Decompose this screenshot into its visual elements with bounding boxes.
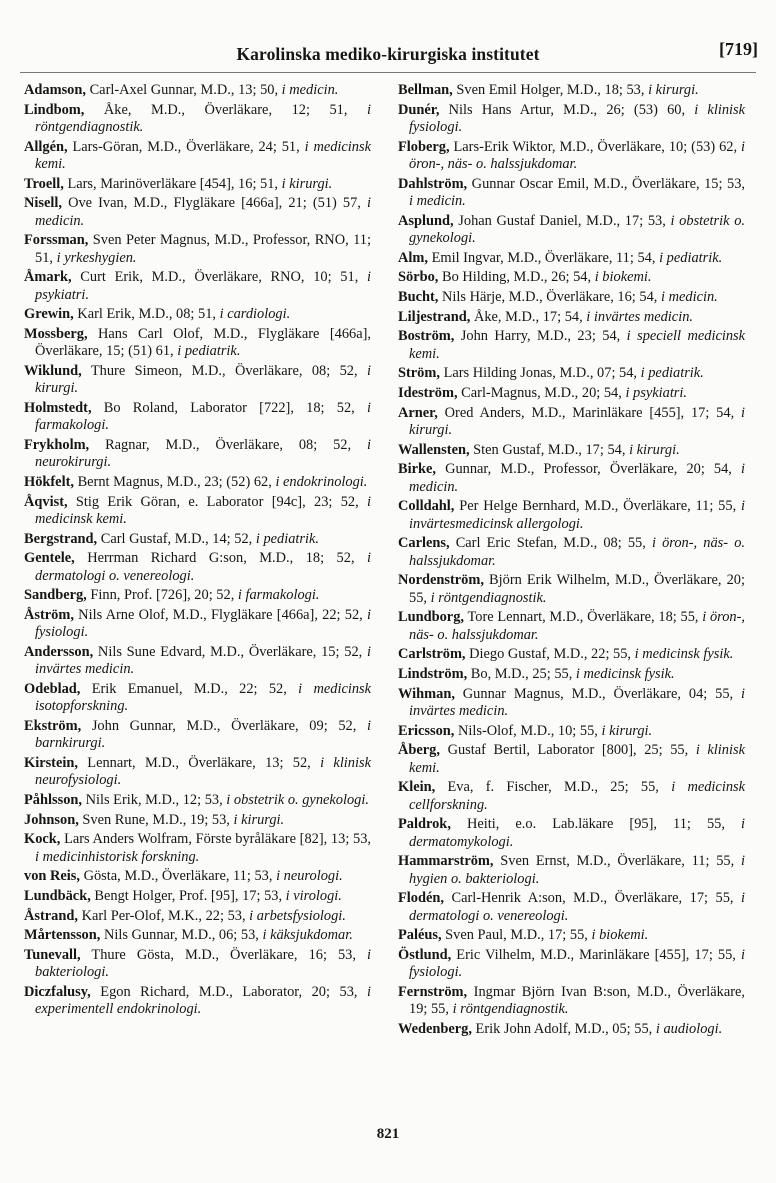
directory-entry — [398, 309, 745, 326]
entry-details: Lars Hilding Jonas, M.D., 07; 54, — [439, 365, 641, 382]
directory-entry — [24, 400, 371, 435]
entry-specialty: i obstetrik o. gynekologi. — [409, 212, 745, 246]
entry-name: Wedenberg, — [398, 1020, 472, 1037]
directory-entry — [398, 213, 745, 248]
entry-details: Carl-Henrik A:son, M.D., Överläkare, 17; 55, — [443, 890, 741, 907]
entry-name: Birke, — [398, 461, 436, 478]
directory-entry — [24, 139, 371, 174]
directory-entry — [24, 927, 371, 944]
entry-name: Holmstedt, — [24, 399, 92, 416]
entry-name: Colldahl, — [398, 498, 455, 515]
entry-specialty: i psykiatri. — [625, 385, 688, 402]
directory-entry — [398, 646, 745, 663]
entry-name: Floberg, — [398, 138, 450, 155]
entry-name: Troell, — [24, 175, 64, 192]
directory-entry — [24, 82, 371, 99]
entry-specialty: i invärtes medicin. — [409, 685, 745, 719]
entry-name: Diczfalusy, — [24, 983, 91, 1000]
entry-details: Carl Eric Stefan, M.D., 08; 55, — [449, 535, 652, 552]
directory-entry — [398, 927, 745, 944]
entry-details: Lars Anders Wolfram, Förste byråläkare [82], 13; 53, — [60, 831, 371, 848]
entry-details: Johan Gustaf Daniel, M.D., 17; 53, — [453, 212, 671, 229]
entry-specialty: i psykiatri. — [35, 269, 371, 303]
directory-entry — [24, 102, 371, 137]
entry-specialty: i fysiologi. — [409, 946, 745, 981]
directory-entry — [24, 550, 371, 585]
directory-entry — [398, 365, 745, 382]
entry-details: Gunnar Oscar Emil, M.D., Överläkare, 15; 53, — [467, 175, 745, 192]
directory-entry — [24, 232, 371, 267]
directory-entry — [24, 755, 371, 790]
entry-details: Gunnar, M.D., Professor, Överläkare, 20; 54, — [435, 461, 741, 478]
entry-specialty: i medicin. — [409, 461, 745, 495]
entry-name: Ström, — [398, 365, 440, 382]
entry-name: Hökfelt, — [24, 473, 74, 490]
directory-entry — [24, 306, 371, 323]
entry-details: Åke, M.D., 17; 54, — [470, 308, 587, 325]
directory-entry — [24, 792, 371, 809]
entry-specialty: i yrkeshygien. — [56, 249, 137, 266]
entry-name: Kock, — [24, 831, 61, 848]
entry-specialty: i bakteriologi. — [35, 946, 371, 981]
directory-entry — [398, 984, 745, 1019]
entry-name: Dunér, — [398, 101, 440, 118]
entry-specialty: i öron-, näs- o. halssjukdomar. — [409, 535, 745, 569]
directory-entry — [24, 474, 371, 491]
directory-entry — [24, 269, 371, 304]
entry-details: Åke, M.D., Överläkare, 12; 51, — [84, 101, 367, 118]
entry-name: Paléus, — [398, 927, 442, 944]
entry-name: Bellman, — [398, 82, 453, 98]
entry-details: Nils Erik, M.D., 12; 53, — [81, 791, 227, 808]
entry-name: Lindström, — [398, 666, 468, 683]
directory-entry — [398, 535, 745, 570]
entry-specialty: i klinisk fysiologi. — [409, 101, 745, 135]
entry-specialty: i kirurgi. — [601, 722, 653, 739]
entry-details: Ored Anders, M.D., Marinläkare [455], 17; 54, — [437, 404, 741, 421]
entry-specialty: i pediatrik. — [659, 249, 723, 266]
page-title: Karolinska mediko-kirurgiska institutet — [236, 44, 540, 64]
entry-details: Sven Rune, M.D., 19; 53, — [78, 811, 234, 828]
entry-name: Wallensten, — [398, 441, 470, 458]
entry-name: Kirstein, — [24, 754, 78, 771]
directory-entry — [398, 498, 745, 533]
entry-specialty: i öron-, näs- o. halssjukdomar. — [409, 138, 745, 172]
entry-details: John Gunnar, M.D., Överläkare, 09; 52, — [81, 717, 367, 734]
entry-specialty: i medicinsk isotopforskning. — [35, 680, 372, 715]
entry-specialty: i medicinsk kemi. — [35, 138, 371, 172]
entry-specialty: i medicin. — [35, 195, 371, 229]
entry-specialty: i biokemi. — [591, 927, 649, 944]
entry-specialty: i kirurgi. — [281, 175, 333, 192]
directory-entry — [398, 442, 745, 459]
directory-entry — [398, 269, 745, 286]
entry-name: Johnson, — [24, 811, 79, 828]
directory-entry — [24, 437, 371, 472]
entry-details: Ragnar, M.D., Överläkare, 08; 52, — [89, 436, 367, 453]
directory-entry — [398, 82, 745, 99]
entry-specialty: i käksjukdomar. — [262, 927, 353, 944]
entry-specialty: i medicin. — [661, 289, 718, 305]
directory-entry — [398, 853, 745, 888]
entry-name: Dahlström, — [398, 175, 468, 192]
entry-name: Gentele, — [24, 550, 75, 567]
entry-details: Per Helge Bernhard, M.D., Överläkare, 11; 55, — [454, 498, 741, 515]
directory-entry — [398, 779, 745, 814]
entry-specialty: i kirurgi. — [233, 811, 285, 828]
directory-entry — [24, 908, 371, 925]
entry-name: Lindbom, — [24, 101, 85, 118]
entry-name: Ideström, — [398, 385, 458, 402]
entry-details: Bo Roland, Laborator [722], 18; 52, — [91, 399, 367, 416]
directory-entry — [398, 723, 745, 740]
entry-name: Paldrok, — [398, 816, 451, 833]
directory-entry — [398, 816, 745, 851]
entry-name: Ericsson, — [398, 722, 455, 739]
entry-details: Gösta, M.D., Överläkare, 11; 53, — [79, 868, 277, 885]
entry-specialty: i neurologi. — [276, 868, 343, 885]
entry-details: Thure Gösta, M.D., Överläkare, 16; 53, — [80, 946, 367, 963]
entry-specialty: i pediatrik. — [255, 530, 319, 547]
entry-specialty: i fysiologi. — [35, 606, 371, 641]
directory-entry — [24, 326, 371, 361]
entry-details: Lars, Marinöverläkare [454], 16; 51, — [63, 175, 282, 192]
directory-entry — [398, 686, 745, 721]
directory-entry — [398, 461, 745, 496]
entry-details: Gustaf Bertil, Laborator [800], 25; 55, — [439, 742, 696, 759]
entry-name: Åstrand, — [24, 907, 78, 924]
page-number: 821 — [376, 1126, 400, 1142]
directory-entry — [398, 609, 745, 644]
page-code: [719] — [719, 39, 758, 59]
entry-name: Lundbäck, — [24, 887, 91, 904]
entry-specialty: i cardiologi. — [219, 306, 291, 323]
entry-specialty: i farmakologi. — [237, 587, 320, 604]
entry-details: Erik John Adolf, M.D., 05; 55, — [471, 1020, 656, 1037]
entry-details: Nils Gunnar, M.D., 06; 53, — [100, 927, 263, 944]
entry-name: Sandberg, — [24, 587, 87, 604]
directory-entry — [398, 289, 745, 306]
entry-specialty: i pediatrik. — [640, 365, 704, 382]
entry-details: Curt Erik, M.D., Överläkare, RNO, 10; 51, — [71, 269, 367, 286]
entry-specialty: i barnkirurgi. — [35, 717, 371, 752]
entry-specialty: i dermatologi o. venereologi. — [35, 550, 371, 584]
entry-details: Sten Gustaf, M.D., 17; 54, — [469, 441, 630, 458]
entry-name: Åberg, — [398, 742, 440, 759]
directory-entry — [24, 812, 371, 829]
entry-specialty: i medicinsk fysik. — [575, 666, 675, 683]
directory-entry — [24, 984, 371, 1019]
entry-specialty: i invärtes medicin. — [35, 643, 371, 678]
entry-specialty: i medicin. — [409, 192, 466, 209]
entry-specialty: i invärtesmedicinsk allergologi. — [409, 498, 745, 532]
entry-details: Carl-Axel Gunnar, M.D., 13; 50, — [85, 82, 282, 98]
entry-specialty: i kirurgi. — [409, 404, 745, 439]
entry-name: Alm, — [398, 249, 428, 266]
entry-specialty: i farmakologi. — [35, 399, 371, 434]
directory-entry — [24, 176, 371, 193]
directory-entry — [398, 666, 745, 683]
entry-name: Sörbo, — [398, 269, 439, 286]
entry-details: Lars-Göran, M.D., Överläkare, 24; 51, — [67, 138, 305, 155]
entry-name: Hammarström, — [398, 853, 494, 870]
directory-entry — [398, 385, 745, 402]
entry-name: Åqvist, — [24, 493, 68, 510]
entry-name: Tunevall, — [24, 946, 81, 963]
directory-entry — [398, 947, 745, 982]
entry-details: Bengt Holger, Prof. [95], 17; 53, — [90, 887, 286, 904]
directory-entry — [24, 888, 371, 905]
entry-details: Carl-Magnus, M.D., 20; 54, — [457, 385, 626, 402]
entry-specialty: i medicinhistorisk forskning. — [35, 848, 200, 865]
entry-name: Åmark, — [24, 269, 72, 286]
directory-entry — [398, 328, 745, 363]
entry-details: Heiti, e.o. Lab.läkare [95], 11; 55, — [450, 816, 741, 833]
entry-specialty: i klinisk neurofysiologi. — [35, 754, 371, 789]
entry-details: Lennart, M.D., Överläkare, 13; 52, — [77, 754, 321, 771]
entry-details: Karl Per-Olof, M.K., 22; 53, — [77, 907, 250, 924]
entry-name: Adamson, — [24, 82, 86, 98]
directory-entry — [24, 607, 371, 642]
entry-details: Tore Lennart, M.D., Överläkare, 18; 55, — [464, 609, 703, 626]
entry-details: Eva, f. Fischer, M.D., 25; 55, — [435, 779, 672, 796]
entry-details: Karl Erik, M.D., 08; 51, — [73, 306, 220, 323]
entry-details: Thure Simeon, M.D., Överläkare, 08; 52, — [81, 362, 367, 379]
entry-name: Mårtensson, — [24, 927, 101, 944]
entry-details: Nils-Olof, M.D., 10; 55, — [454, 722, 602, 739]
directory-entry — [398, 1021, 745, 1038]
directory-entry — [398, 405, 745, 440]
entry-name: Lundborg, — [398, 609, 464, 626]
entry-specialty: i virologi. — [285, 887, 342, 904]
entry-details: Bo Hilding, M.D., 26; 54, — [438, 269, 595, 286]
directory-entry — [24, 947, 371, 982]
entry-name: Arner, — [398, 404, 438, 421]
directory-entry — [398, 176, 745, 211]
directory-entry — [398, 890, 745, 925]
entry-specialty: i arbetsfysiologi. — [249, 907, 346, 924]
entry-details: Finn, Prof. [726], 20; 52, — [86, 587, 238, 604]
entry-details: Ove Ivan, M.D., Flygläkare [466a], 21; (51) 57, — [61, 195, 367, 212]
entry-details: Bo, M.D., 25; 55, — [467, 666, 576, 683]
entry-details: Emil Ingvar, M.D., Överläkare, 11; 54, — [427, 249, 660, 266]
entry-name: Odeblad, — [24, 680, 81, 697]
entry-name: Carlens, — [398, 535, 450, 552]
entry-details: Björn Erik Wilhelm, M.D., Överläkare, 20; 55, — [409, 572, 745, 606]
entry-details: John Harry, M.D., 23; 54, — [454, 328, 627, 345]
directory-entry — [24, 195, 371, 230]
entry-name: Flodén, — [398, 890, 444, 907]
entry-name: Wiklund, — [24, 362, 82, 379]
entry-name: Bucht, — [398, 289, 439, 305]
entry-details: Stig Erik Göran, e. Laborator [94c], 23; 52, — [67, 493, 367, 510]
entry-specialty: i invärtes medicin. — [586, 308, 693, 325]
entry-details: Sven Ernst, M.D., Överläkare, 11; 55, — [493, 853, 741, 870]
entry-name: Allgén, — [24, 138, 68, 155]
entry-specialty: i dermatomykologi. — [409, 816, 745, 850]
entry-name: Grewin, — [24, 306, 74, 323]
entry-name: Forssman, — [24, 232, 89, 249]
entry-specialty: i röntgendiagnostik. — [35, 101, 371, 135]
entry-details: Nils Arne Olof, M.D., Flygläkare [466a], 22; 52, — [73, 606, 367, 623]
left-column — [24, 82, 371, 1021]
entry-name: Andersson, — [24, 643, 94, 660]
entry-name: Fernström, — [398, 983, 468, 1000]
entry-details: Eric Vilhelm, M.D., Marinläkare [455], 17; 55, — [451, 946, 741, 963]
header-rule — [20, 72, 756, 73]
entry-details: Nils Sune Edvard, M.D., Överläkare, 15; 52, — [93, 643, 367, 660]
entry-details: Sven Paul, M.D., 17; 55, — [441, 927, 592, 944]
entry-specialty: i medicinsk kemi. — [35, 493, 371, 527]
directory-entry — [398, 742, 745, 777]
entry-details: Hans Carl Olof, M.D., Flygläkare [466a], Överläkare, 15; (51) 61, — [35, 325, 371, 360]
entry-name: Carlström, — [398, 646, 466, 663]
entry-specialty: i medicin. — [281, 82, 339, 98]
entry-specialty: i hygien o. bakteriologi. — [409, 853, 745, 887]
directory-entry — [398, 139, 745, 174]
entry-specialty: i medicinsk cellforskning. — [409, 779, 745, 813]
entry-details: Erik Emanuel, M.D., 22; 52, — [80, 680, 299, 697]
directory-entry — [24, 644, 371, 679]
entry-specialty: i audiologi. — [655, 1020, 723, 1037]
directory-entry — [24, 363, 371, 398]
entry-name: Mossberg, — [24, 325, 88, 342]
entry-specialty: i dermatologi o. venereologi. — [409, 890, 745, 924]
entry-name: Bergstrand, — [24, 530, 98, 547]
entry-details: Nils Hans Artur, M.D., 26; (53) 60, — [439, 101, 695, 118]
entry-specialty: i kirurgi. — [35, 362, 371, 397]
entry-specialty: i medicinsk fysik. — [634, 646, 734, 663]
entry-specialty: i öron-, näs- o. halssjukdomar. — [409, 609, 745, 643]
entry-specialty: i kirurgi. — [648, 82, 699, 98]
entry-specialty: i kirurgi. — [629, 441, 680, 458]
entry-details: Ingmar Björn Ivan B:son, M.D., Överläkare, 19; 55, — [409, 983, 745, 1018]
entry-specialty: i obstetrik o. gynekologi. — [226, 791, 369, 808]
entry-specialty: i speciell medicinsk kemi. — [409, 328, 746, 362]
directory-entry — [24, 718, 371, 753]
entry-specialty: i pediatrik. — [177, 343, 241, 360]
entry-name: Östlund, — [398, 946, 452, 963]
directory-entry — [24, 868, 371, 885]
directory-entry — [24, 494, 371, 529]
directory-entry — [24, 681, 371, 716]
entry-specialty: i endokrinologi. — [275, 473, 368, 490]
entry-details: Sven Emil Holger, M.D., 18; 53, — [452, 82, 649, 98]
entry-specialty: i biokemi. — [594, 269, 652, 286]
entry-specialty: i klinisk kemi. — [409, 742, 745, 776]
entry-name: von Reis, — [24, 868, 80, 885]
right-column — [398, 82, 745, 1041]
entry-name: Asplund, — [398, 212, 454, 229]
entry-details: Herrman Richard G:son, M.D., 18; 52, — [74, 550, 367, 567]
directory-entry — [24, 587, 371, 604]
entry-details: Sven Peter Magnus, M.D., Professor, RNO, 11; 51, — [35, 232, 371, 266]
directory-entry — [24, 531, 371, 548]
entry-name: Åström, — [24, 606, 74, 623]
directory-entry — [398, 250, 745, 267]
entry-specialty: i experimentell endokrinologi. — [35, 983, 371, 1018]
entry-name: Frykholm, — [24, 436, 90, 453]
directory-entry — [398, 102, 745, 137]
entry-name: Wihman, — [398, 685, 455, 702]
entry-details: Diego Gustaf, M.D., 22; 55, — [465, 646, 635, 663]
entry-name: Boström, — [398, 328, 455, 345]
entry-name: Ekström, — [24, 717, 82, 734]
entry-details: Gunnar Magnus, M.D., Överläkare, 04; 55, — [454, 685, 741, 702]
entry-specialty: i röntgendiagnostik. — [430, 589, 547, 606]
directory-entry — [24, 831, 371, 866]
directory-entry — [398, 572, 745, 607]
entry-details: Lars-Erik Wiktor, M.D., Överläkare, 10; (53) 62, — [449, 138, 741, 155]
entry-name: Påhlsson, — [24, 791, 82, 808]
entry-name: Klein, — [398, 779, 436, 796]
entry-specialty: i neurokirurgi. — [35, 436, 371, 471]
entry-specialty: i röntgendiagnostik. — [452, 1001, 569, 1018]
page-header — [18, 34, 758, 64]
entry-name: Nordenström, — [398, 572, 484, 589]
entry-details: Egon Richard, M.D., Laborator, 20; 53, — [90, 983, 367, 1000]
entry-details: Bernt Magnus, M.D., 23; (52) 62, — [73, 473, 276, 490]
entry-name: Liljestrand, — [398, 308, 471, 325]
entry-details: Nils Härje, M.D., Överläkare, 16; 54, — [438, 289, 661, 305]
entry-details: Carl Gustaf, M.D., 14; 52, — [97, 530, 256, 547]
entry-name: Nisell, — [24, 195, 62, 212]
